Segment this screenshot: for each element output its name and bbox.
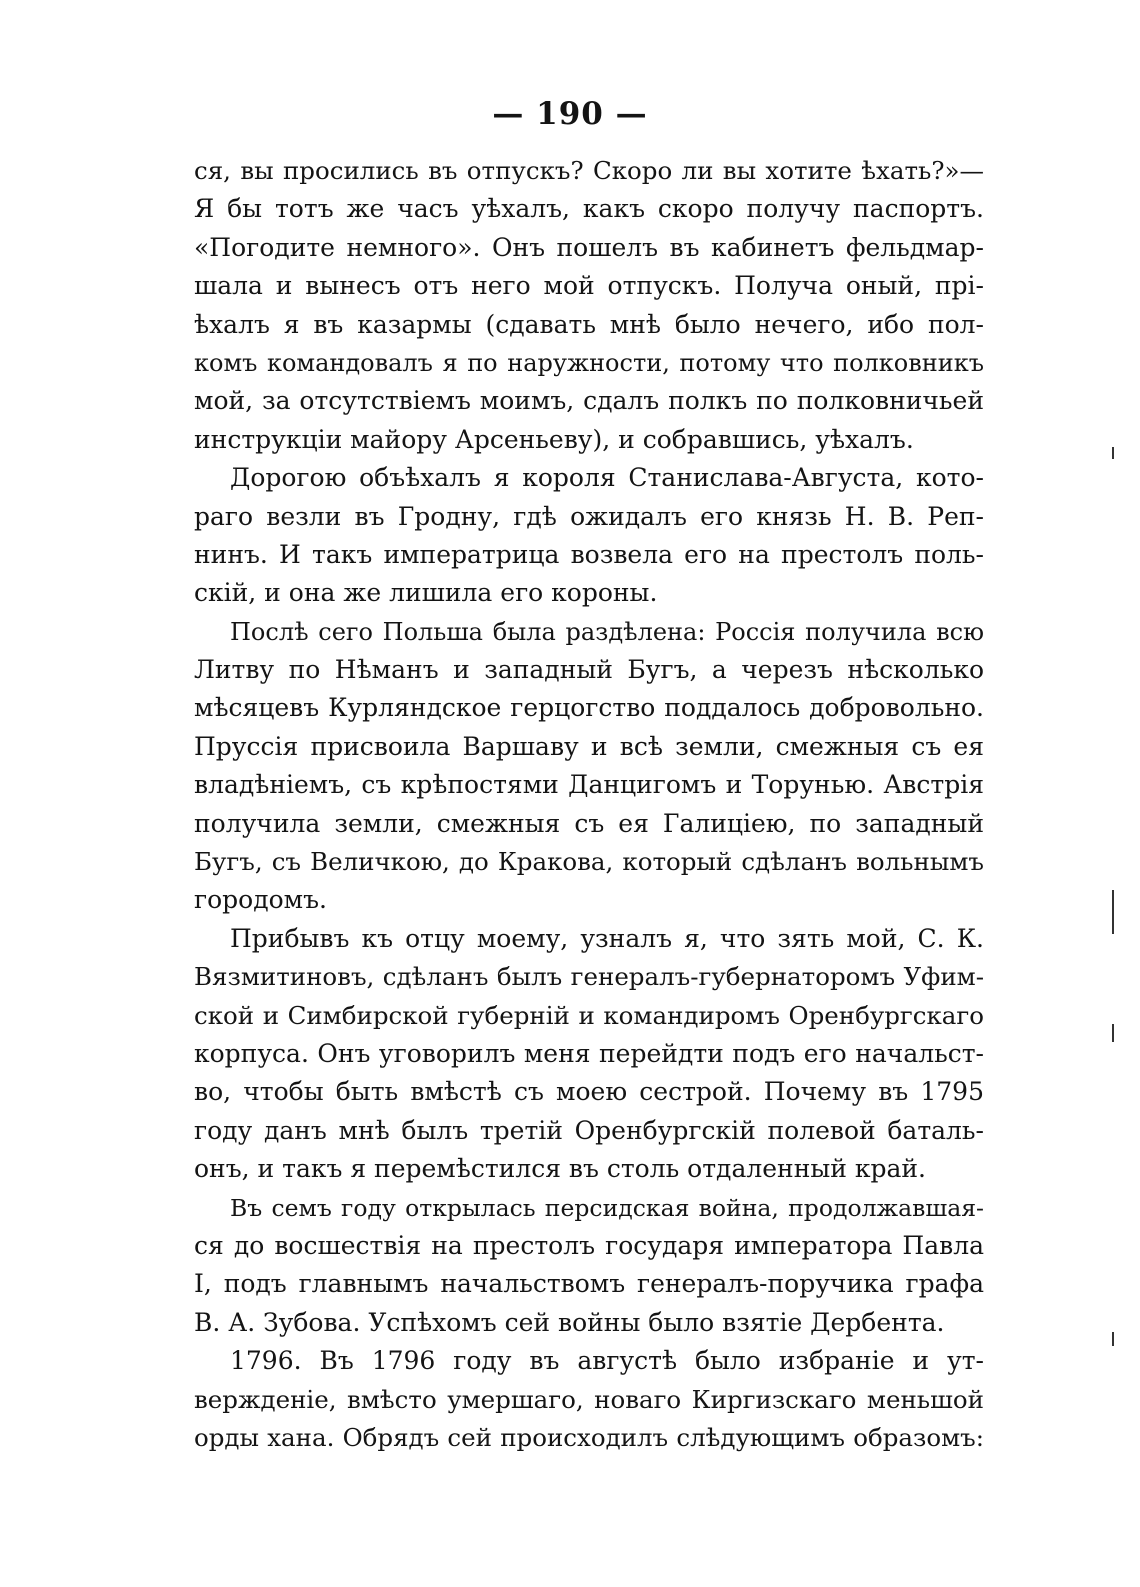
text-line: шала и вынесъ отъ него мой отпускъ. Получа оный, прі- <box>194 271 984 301</box>
margin-mark <box>1112 890 1114 934</box>
text-line: городомъ. <box>194 885 327 915</box>
text-line: Бугъ, съ Величкою, до Кракова, который сдѣланъ вольнымъ <box>194 847 984 877</box>
text-line: комъ командовалъ я по наружности, потому что полковникъ <box>194 348 984 377</box>
paragraph <box>194 613 984 920</box>
text-line: Пруссія присвоила Варшаву и всѣ земли, смежныя съ ея <box>194 731 984 761</box>
text-line: скій, и она же лишила его короны. <box>194 578 658 608</box>
paragraph <box>194 152 984 459</box>
paragraph <box>194 920 984 1189</box>
text-line: ѣхалъ я въ казармы (сдавать мнѣ было нечего, ибо пол- <box>194 309 984 339</box>
paragraph <box>194 1189 984 1343</box>
paragraph <box>194 1342 984 1457</box>
margin-mark <box>1112 1332 1114 1346</box>
text-line: Прибывъ къ отцу моему, узналъ я, что зять мой, С. К. <box>230 923 984 953</box>
text-line: получила земли, смежныя съ ея Галиціею, по западный <box>194 808 984 838</box>
text-line: Въ семъ году открылась персидская война, продолжавшая- <box>230 1193 984 1222</box>
text-line: Вязмитиновъ, сдѣланъ былъ генералъ-губернаторомъ Уфим- <box>194 962 984 992</box>
text-line: I, подъ главнымъ начальствомъ генералъ-поручика графа <box>194 1269 984 1299</box>
text-line: мѣсяцевъ Курляндское герцогство поддалось добровольно. <box>194 693 984 723</box>
body-text <box>194 152 984 1457</box>
text-line: онъ, и такъ я перемѣстился въ столь отдаленный край. <box>194 1154 927 1184</box>
text-line: ской и Симбирской губерній и командиромъ Оренбургскаго <box>194 1000 984 1030</box>
text-line: владѣніемъ, съ крѣпостями Данцигомъ и Торунью. Австрія <box>194 770 984 800</box>
page-number: — 190 — <box>492 96 648 132</box>
text-line: раго везли въ Гродну, гдѣ ожидалъ его князь Н. В. Реп- <box>194 501 984 531</box>
text-line: ся до восшествія на престолъ государя императора Павла <box>194 1230 984 1260</box>
text-line: корпуса. Онъ уговорилъ меня перейдти подъ его начальст- <box>194 1038 984 1068</box>
text-line: во, чтобы быть вмѣстѣ съ моею сестрой. Почему въ 1795 <box>194 1077 984 1107</box>
text-line: Литву по Нѣманъ и западный Бугъ, а черезъ нѣсколько <box>194 655 984 685</box>
text-line: году данъ мнѣ былъ третій Оренбургскій полевой баталь- <box>194 1115 984 1145</box>
text-line: Я бы тотъ же часъ уѣхалъ, какъ скоро получу паспортъ. <box>194 194 984 224</box>
text-line: Послѣ сего Польша была раздѣлена: Россія получила всю <box>230 617 984 646</box>
text-line: 1796. Въ 1796 году въ августѣ было избраніе и ут- <box>230 1346 984 1376</box>
text-line: орды хана. Обрядъ сей происходилъ слѣдующимъ образомъ: <box>194 1422 984 1452</box>
text-line: «Погодите немного». Онъ пошелъ въ кабинетъ фельдмар- <box>194 232 984 262</box>
text-line: мой, за отсутствіемъ моимъ, сдалъ полкъ по полковничьей <box>194 386 984 416</box>
text-line: Дорогою объѣхалъ я короля Станислава-Августа, кото- <box>230 463 984 493</box>
text-line: инструкціи майору Арсеньеву), и собравшись, уѣхалъ. <box>194 424 914 454</box>
text-line: В. А. Зубова. Успѣхомъ сей войны было взятіе Дербента. <box>194 1307 945 1337</box>
text-line: ся, вы просились въ отпускъ? Скоро ли вы хотите ѣхать?»— <box>194 156 984 185</box>
text-line: нинъ. И такъ императрица возвела его на престолъ поль- <box>194 539 984 569</box>
paragraph <box>194 459 984 613</box>
margin-mark <box>1112 447 1114 459</box>
text-line: вержденіе, вмѣсто умершаго, новаго Киргизскаго меньшой <box>194 1384 984 1414</box>
margin-mark <box>1112 1024 1114 1042</box>
